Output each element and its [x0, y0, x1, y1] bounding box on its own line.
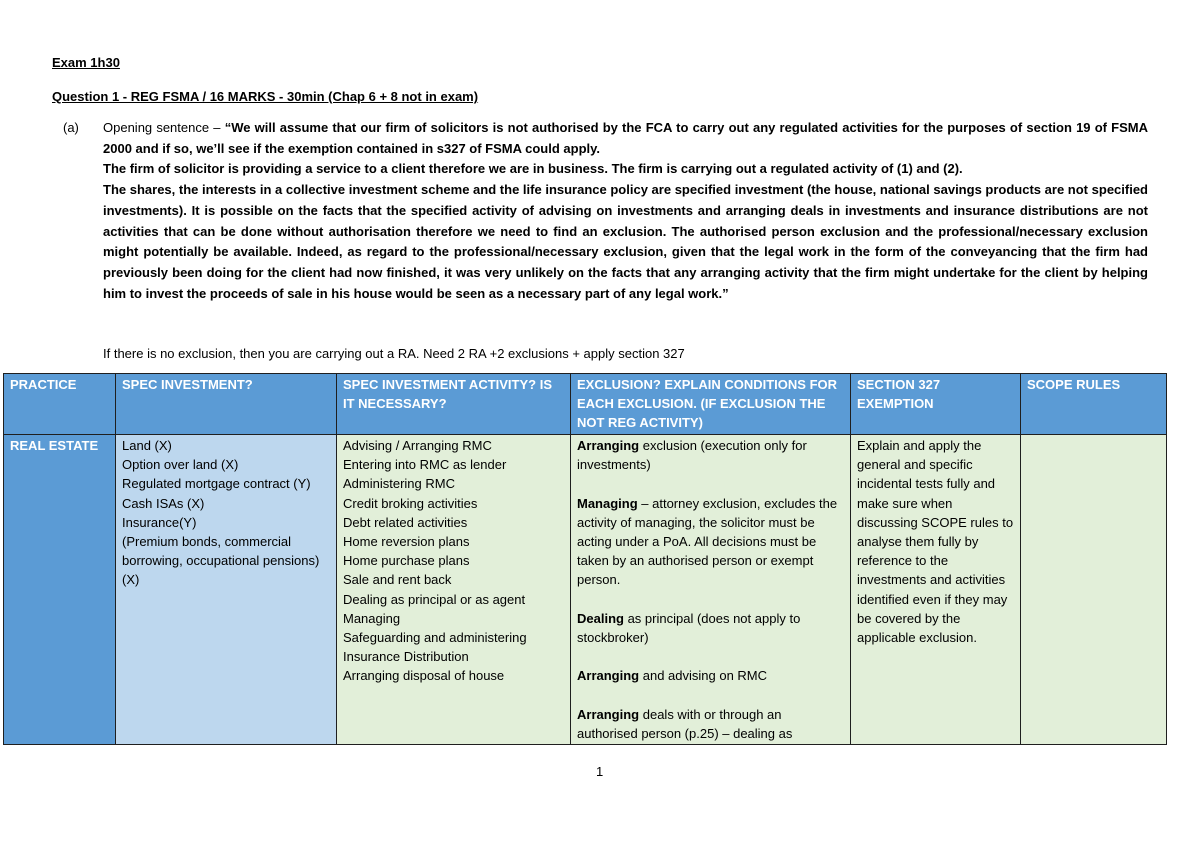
- answer-opening-sentence: “We will assume that our firm of solicitors is not authorised by the FCA to carry out any regulated activities for the purposes of section 19 of FSMA 2000 and if so, we’ll see if the exemption contained in s327 of FSMA could apply.: [103, 120, 1148, 156]
- activity-item: Insurance Distribution: [343, 649, 469, 665]
- exclusion-keyword: Arranging: [577, 668, 640, 684]
- activity-item: Entering into RMC as lender: [343, 457, 507, 473]
- exclusion-keyword: Managing: [577, 495, 638, 511]
- header-exclusion: EXCLUSION? EXPLAIN CONDITIONS FOR EACH EXCLUSION. (IF EXCLUSION THE NOT REG ACTIVITY): [571, 374, 851, 435]
- activity-item: Home reversion plans: [343, 534, 470, 550]
- exclusion-text: – attorney exclusion, excludes the activity of managing, the solicitor must be acting under a PoA. All decisions must be taken by an authorised person or exempt person.: [577, 495, 838, 588]
- exclusion-keyword: Dealing: [577, 610, 624, 626]
- investment-item: Insurance(Y): [122, 514, 197, 530]
- activity-item: Advising / Arranging RMC: [343, 438, 492, 453]
- header-section-327: SECTION 327 EXEMPTION: [851, 374, 1021, 435]
- activity-item: Managing: [343, 610, 401, 626]
- header-scope-rules: SCOPE RULES: [1021, 374, 1167, 435]
- practice-cell: REAL ESTATE: [4, 435, 116, 745]
- header-spec-investment: SPEC INVESTMENT?: [116, 374, 337, 435]
- answer-analysis: The shares, the interests in a collective investment scheme and the life insurance policy are specified investment (the house, national savings products are not specified investments). It is possible on the facts that the specified activity of advising on investments and arranging deals in investments and insurance distributions are not activities that can be done without authorisation therefore we need to find an exclusion. The authorised person exclusion and the professional/necessary exclusion might potentially be available. Indeed, as regard to the professional/necessary exclusion, given that the legal work in the form of the conveyancing that the firm had previously been doing for the client had now finished, it was very unlikely on the facts that any arranging activity that the firm might undertake for the client by helping him to invest the proceeds of sale in his house would be seen as a necessary part of any legal work.”: [103, 182, 1148, 301]
- answer-label: (a): [63, 120, 79, 135]
- answer-intro: Opening sentence –: [103, 120, 225, 135]
- exclusion-item: [577, 705, 844, 743]
- investment-item: Regulated mortgage contract (Y): [122, 476, 311, 492]
- activity-item: Sale and rent back: [343, 572, 452, 588]
- investment-item: Option over land (X): [122, 457, 239, 473]
- exclusion-text: and advising on RMC: [639, 668, 768, 684]
- investment-item: (Premium bonds, commercial borrowing, occupational pensions) (X): [122, 534, 320, 588]
- table-row: [4, 435, 1167, 745]
- answer-paragraph: [103, 118, 1148, 304]
- header-practice: PRACTICE: [4, 374, 116, 435]
- activity-item: Arranging disposal of house: [343, 668, 505, 684]
- activity-item: Home purchase plans: [343, 553, 470, 569]
- activity-item: Safeguarding and administering: [343, 630, 527, 646]
- exam-title: Exam 1h30: [52, 55, 120, 70]
- activity-item: Dealing as principal or as agent: [343, 591, 526, 607]
- investment-item: Land (X): [122, 438, 172, 453]
- exclusion-item: [577, 609, 844, 647]
- investments-cell: [116, 435, 337, 745]
- investment-item: Cash ISAs (X): [122, 495, 205, 511]
- answer-business-sentence: The firm of solicitor is providing a service to a client therefore we are in business. The firm is carrying out a regulated activity of (1) and (2).: [103, 161, 963, 177]
- table-header-row: [4, 374, 1167, 435]
- exclusion-item: [577, 494, 844, 590]
- exclusion-text: deals with or through an authorised person (p.25) – dealing as: [577, 706, 793, 741]
- exclusion-text: as principal (does not apply to stockbroker): [577, 610, 801, 645]
- scope-rules-cell: [1021, 435, 1167, 745]
- analysis-table: [3, 373, 1167, 745]
- header-spec-activity: SPEC INVESTMENT ACTIVITY? IS IT NECESSARY?: [337, 374, 571, 435]
- activity-item: Credit broking activities: [343, 495, 478, 511]
- question-title: Question 1 - REG FSMA / 16 MARKS - 30min (Chap 6 + 8 not in exam): [52, 89, 479, 104]
- activity-item: Debt related activities: [343, 514, 468, 530]
- exclusion-note: If there is no exclusion, then you are carrying out a RA. Need 2 RA +2 exclusions + apply section 327: [103, 346, 685, 361]
- page-number: 1: [596, 764, 604, 779]
- exclusions-cell: [571, 435, 851, 745]
- exclusion-keyword: Arranging: [577, 438, 640, 453]
- exclusion-item: [577, 666, 844, 685]
- exemption-cell: Explain and apply the general and specific incidental tests fully and make sure when discussing SCOPE rules to analyse them fully by reference to the investments and activities identified even if they may be covered by the applicable exclusion.: [851, 435, 1021, 745]
- exclusion-keyword: Arranging: [577, 706, 640, 722]
- exclusion-text: exclusion (execution only for investments): [577, 438, 807, 473]
- activity-item: Administering RMC: [343, 476, 455, 492]
- activities-cell: [337, 435, 571, 745]
- exclusion-item: [577, 436, 844, 474]
